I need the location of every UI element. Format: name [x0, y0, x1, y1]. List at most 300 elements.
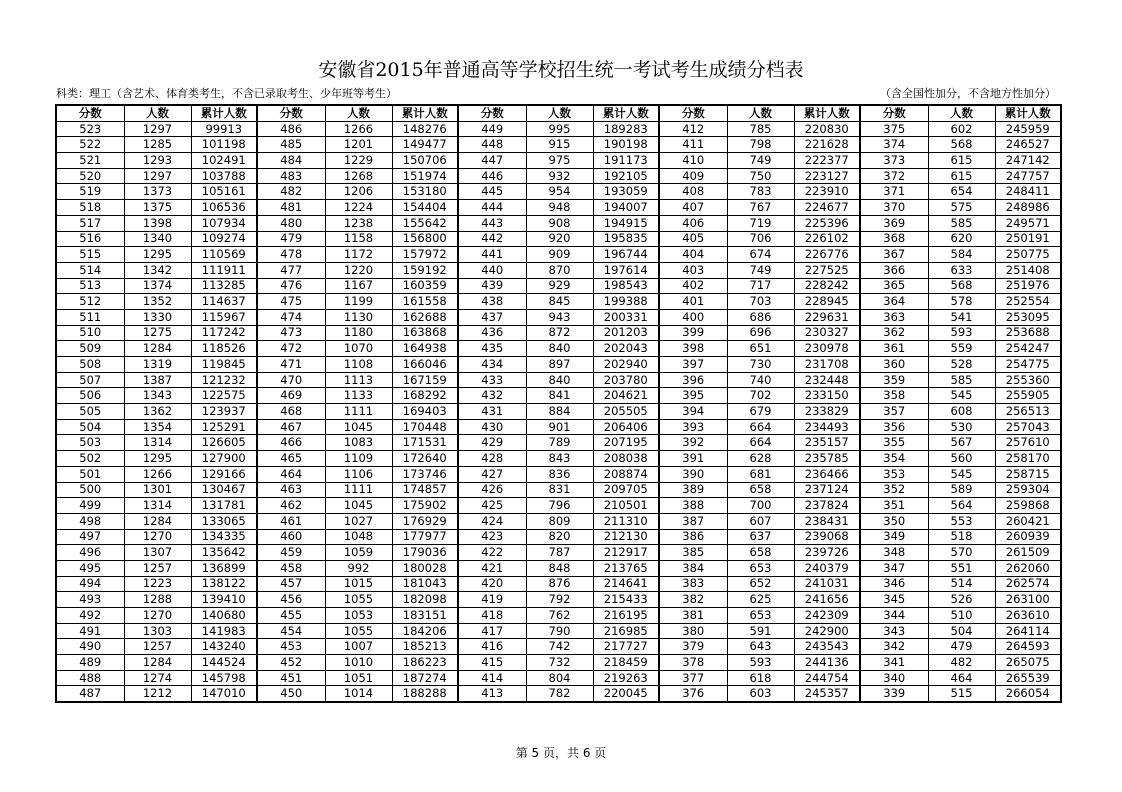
table-cell: 681 [727, 466, 794, 482]
table-cell: 391 [659, 451, 727, 467]
table-cell: 262060 [995, 560, 1061, 576]
column-header: 人数 [325, 105, 392, 121]
table-cell: 1257 [124, 560, 191, 576]
table-row [56, 608, 1061, 624]
table-cell: 247142 [995, 153, 1061, 169]
table-cell: 236466 [794, 466, 860, 482]
table-cell: 202043 [593, 341, 659, 357]
table-cell: 232448 [794, 372, 860, 388]
table-cell: 421 [458, 560, 526, 576]
table-cell: 127900 [191, 451, 257, 467]
table-cell: 1266 [124, 466, 191, 482]
table-cell: 696 [727, 325, 794, 341]
table-cell: 486 [257, 121, 325, 137]
table-cell: 466 [257, 435, 325, 451]
table-cell: 1199 [325, 294, 392, 310]
table-row [56, 372, 1061, 388]
table-cell: 489 [56, 655, 124, 671]
table-cell: 932 [526, 168, 593, 184]
table-cell: 460 [257, 529, 325, 545]
table-cell: 428 [458, 451, 526, 467]
table-cell: 455 [257, 608, 325, 624]
table-cell: 260421 [995, 513, 1061, 529]
table-cell: 133065 [191, 513, 257, 529]
table-cell: 448 [458, 137, 526, 153]
table-row [56, 262, 1061, 278]
table-cell: 114637 [191, 294, 257, 310]
table-cell: 496 [56, 545, 124, 561]
column-header: 分数 [659, 105, 727, 121]
table-cell: 263610 [995, 608, 1061, 624]
table-cell: 409 [659, 168, 727, 184]
table-cell: 1201 [325, 137, 392, 153]
table-cell: 392 [659, 435, 727, 451]
table-cell: 530 [928, 419, 995, 435]
table-cell: 575 [928, 200, 995, 216]
table-cell: 372 [860, 168, 928, 184]
table-cell: 509 [56, 341, 124, 357]
table-cell: 342 [860, 639, 928, 655]
table-cell: 467 [257, 419, 325, 435]
table-cell: 417 [458, 623, 526, 639]
table-cell: 845 [526, 294, 593, 310]
table-cell: 121232 [191, 372, 257, 388]
table-cell: 379 [659, 639, 727, 655]
table-cell: 144524 [191, 655, 257, 671]
table-cell: 446 [458, 168, 526, 184]
table-cell: 184206 [392, 623, 458, 639]
table-cell: 226102 [794, 231, 860, 247]
table-cell: 492 [56, 608, 124, 624]
table-cell: 518 [928, 529, 995, 545]
table-cell: 265075 [995, 655, 1061, 671]
table-cell: 367 [860, 247, 928, 263]
table-cell: 255360 [995, 372, 1061, 388]
table-cell: 1158 [325, 231, 392, 247]
table-cell: 658 [727, 545, 794, 561]
table-cell: 1373 [124, 184, 191, 200]
table-cell: 523 [56, 121, 124, 137]
table-cell: 1048 [325, 529, 392, 545]
table-cell: 717 [727, 278, 794, 294]
table-cell: 388 [659, 498, 727, 514]
table-cell: 490 [56, 639, 124, 655]
table-cell: 408 [659, 184, 727, 200]
table-cell: 117242 [191, 325, 257, 341]
table-cell: 954 [526, 184, 593, 200]
table-cell: 975 [526, 153, 593, 169]
table-cell: 195835 [593, 231, 659, 247]
table-cell: 222377 [794, 153, 860, 169]
table-cell: 553 [928, 513, 995, 529]
table-cell: 362 [860, 325, 928, 341]
table-cell: 1106 [325, 466, 392, 482]
table-cell: 140680 [191, 608, 257, 624]
table-cell: 796 [526, 498, 593, 514]
table-cell: 233829 [794, 404, 860, 420]
table-cell: 870 [526, 262, 593, 278]
table-cell: 170448 [392, 419, 458, 435]
table-cell: 686 [727, 309, 794, 325]
table-cell: 1059 [325, 545, 392, 561]
table-cell: 804 [526, 670, 593, 686]
table-cell: 1297 [124, 168, 191, 184]
table-cell: 393 [659, 419, 727, 435]
table-cell: 1257 [124, 639, 191, 655]
table-cell: 143240 [191, 639, 257, 655]
table-cell: 510 [928, 608, 995, 624]
table-cell: 125291 [191, 419, 257, 435]
table-cell: 1070 [325, 341, 392, 357]
table-cell: 350 [860, 513, 928, 529]
table-cell: 484 [257, 153, 325, 169]
score-distribution-table [55, 104, 1062, 703]
table-cell: 259304 [995, 482, 1061, 498]
table-header-row [56, 105, 1061, 121]
table-cell: 115967 [191, 309, 257, 325]
table-cell: 522 [56, 137, 124, 153]
table-cell: 105161 [191, 184, 257, 200]
table-cell: 843 [526, 451, 593, 467]
table-cell: 1398 [124, 215, 191, 231]
table-cell: 498 [56, 513, 124, 529]
table-cell: 107934 [191, 215, 257, 231]
table-cell: 412 [659, 121, 727, 137]
table-row [56, 482, 1061, 498]
table-cell: 1172 [325, 247, 392, 263]
table-cell: 505 [56, 404, 124, 420]
table-cell: 113285 [191, 278, 257, 294]
table-cell: 501 [56, 466, 124, 482]
table-cell: 578 [928, 294, 995, 310]
table-cell: 1288 [124, 592, 191, 608]
table-cell: 749 [727, 153, 794, 169]
table-cell: 419 [458, 592, 526, 608]
table-cell: 474 [257, 309, 325, 325]
table-cell: 909 [526, 247, 593, 263]
table-cell: 239726 [794, 545, 860, 561]
table-cell: 491 [56, 623, 124, 639]
table-cell: 258170 [995, 451, 1061, 467]
table-cell: 1268 [325, 168, 392, 184]
table-row [56, 341, 1061, 357]
column-header: 分数 [56, 105, 124, 121]
table-cell: 458 [257, 560, 325, 576]
table-cell: 1055 [325, 623, 392, 639]
table-cell: 398 [659, 341, 727, 357]
table-cell: 521 [56, 153, 124, 169]
table-cell: 196744 [593, 247, 659, 263]
table-cell: 394 [659, 404, 727, 420]
table-cell: 159192 [392, 262, 458, 278]
table-cell: 585 [928, 215, 995, 231]
table-cell: 526 [928, 592, 995, 608]
table-cell: 436 [458, 325, 526, 341]
table-cell: 189283 [593, 121, 659, 137]
table-cell: 424 [458, 513, 526, 529]
table-cell: 568 [928, 278, 995, 294]
table-cell: 1180 [325, 325, 392, 341]
table-cell: 173746 [392, 466, 458, 482]
table-cell: 456 [257, 592, 325, 608]
table-cell: 339 [860, 686, 928, 702]
table-cell: 1352 [124, 294, 191, 310]
table-row [56, 529, 1061, 545]
table-cell: 109274 [191, 231, 257, 247]
table-cell: 429 [458, 435, 526, 451]
column-header: 累计人数 [191, 105, 257, 121]
table-cell: 242900 [794, 623, 860, 639]
table-cell: 259868 [995, 498, 1061, 514]
table-cell: 1224 [325, 200, 392, 216]
table-cell: 99913 [191, 121, 257, 137]
table-cell: 1303 [124, 623, 191, 639]
table-cell: 499 [56, 498, 124, 514]
table-cell: 356 [860, 419, 928, 435]
table-cell: 430 [458, 419, 526, 435]
table-cell: 615 [928, 153, 995, 169]
table-cell: 545 [928, 388, 995, 404]
table-cell: 369 [860, 215, 928, 231]
table-cell: 476 [257, 278, 325, 294]
table-cell: 208874 [593, 466, 659, 482]
table-cell: 449 [458, 121, 526, 137]
table-cell: 357 [860, 404, 928, 420]
table-cell: 792 [526, 592, 593, 608]
table-cell: 210501 [593, 498, 659, 514]
table-cell: 520 [56, 168, 124, 184]
table-cell: 351 [860, 498, 928, 514]
table-row [56, 466, 1061, 482]
table-row [56, 670, 1061, 686]
table-cell: 452 [257, 655, 325, 671]
table-cell: 371 [860, 184, 928, 200]
table-cell: 470 [257, 372, 325, 388]
table-cell: 943 [526, 309, 593, 325]
table-cell: 732 [526, 655, 593, 671]
table-cell: 468 [257, 404, 325, 420]
table-cell: 493 [56, 592, 124, 608]
table-cell: 387 [659, 513, 727, 529]
table-cell: 1223 [124, 576, 191, 592]
table-cell: 1220 [325, 262, 392, 278]
document-title: 安徽省2015年普通高等学校招生统一考试考生成绩分档表 [318, 59, 804, 81]
table-cell: 265539 [995, 670, 1061, 686]
table-row [56, 121, 1061, 137]
table-cell: 628 [727, 451, 794, 467]
table-cell: 353 [860, 466, 928, 482]
table-cell: 180028 [392, 560, 458, 576]
table-cell: 261509 [995, 545, 1061, 561]
table-cell: 225396 [794, 215, 860, 231]
table-cell: 608 [928, 404, 995, 420]
table-cell: 1045 [325, 419, 392, 435]
table-row [56, 623, 1061, 639]
table-cell: 227525 [794, 262, 860, 278]
table-cell: 564 [928, 498, 995, 514]
table-cell: 848 [526, 560, 593, 576]
table-row [56, 545, 1061, 561]
table-cell: 508 [56, 357, 124, 373]
table-cell: 1314 [124, 498, 191, 514]
table-cell: 426 [458, 482, 526, 498]
table-cell: 254775 [995, 357, 1061, 373]
table-cell: 459 [257, 545, 325, 561]
table-cell: 831 [526, 482, 593, 498]
table-cell: 233150 [794, 388, 860, 404]
table-cell: 237124 [794, 482, 860, 498]
table-row [56, 325, 1061, 341]
table-cell: 110569 [191, 247, 257, 263]
table-cell: 161558 [392, 294, 458, 310]
table-cell: 643 [727, 639, 794, 655]
table-cell: 439 [458, 278, 526, 294]
table-cell: 382 [659, 592, 727, 608]
table-cell: 399 [659, 325, 727, 341]
table-cell: 241031 [794, 576, 860, 592]
table-cell: 415 [458, 655, 526, 671]
table-cell: 1293 [124, 153, 191, 169]
page-number: 第 5 页，共 6 页 [515, 746, 607, 760]
table-cell: 348 [860, 545, 928, 561]
table-cell: 1167 [325, 278, 392, 294]
table-cell: 915 [526, 137, 593, 153]
table-cell: 141983 [191, 623, 257, 639]
table-cell: 674 [727, 247, 794, 263]
table-cell: 375 [860, 121, 928, 137]
table-cell: 247757 [995, 168, 1061, 184]
table-cell: 487 [56, 686, 124, 702]
table-cell: 653 [727, 608, 794, 624]
table-cell: 1319 [124, 357, 191, 373]
table-cell: 360 [860, 357, 928, 373]
table-cell: 762 [526, 608, 593, 624]
table-cell: 1270 [124, 529, 191, 545]
table-cell: 435 [458, 341, 526, 357]
table-cell: 518 [56, 200, 124, 216]
table-cell: 454 [257, 623, 325, 639]
table-row [56, 388, 1061, 404]
table-cell: 244136 [794, 655, 860, 671]
table-cell: 1340 [124, 231, 191, 247]
table-cell: 266054 [995, 686, 1061, 702]
table-cell: 194915 [593, 215, 659, 231]
table-cell: 414 [458, 670, 526, 686]
table-cell: 221628 [794, 137, 860, 153]
table-cell: 995 [526, 121, 593, 137]
table-cell: 384 [659, 560, 727, 576]
table-cell: 377 [659, 670, 727, 686]
table-cell: 618 [727, 670, 794, 686]
table-cell: 519 [56, 184, 124, 200]
table-cell: 228242 [794, 278, 860, 294]
table-cell: 167159 [392, 372, 458, 388]
table-cell: 237824 [794, 498, 860, 514]
table-cell: 479 [928, 639, 995, 655]
table-cell: 135642 [191, 545, 257, 561]
table-cell: 551 [928, 560, 995, 576]
table-cell: 154404 [392, 200, 458, 216]
table-cell: 401 [659, 294, 727, 310]
table-cell: 1108 [325, 357, 392, 373]
table-cell: 1343 [124, 388, 191, 404]
table-cell: 257043 [995, 419, 1061, 435]
table-cell: 134335 [191, 529, 257, 545]
table-row [56, 200, 1061, 216]
table-cell: 1301 [124, 482, 191, 498]
table-cell: 182098 [392, 592, 458, 608]
table-cell: 243543 [794, 639, 860, 655]
table-cell: 263100 [995, 592, 1061, 608]
table-cell: 515 [928, 686, 995, 702]
table-cell: 234493 [794, 419, 860, 435]
table-cell: 181043 [392, 576, 458, 592]
table-cell: 168292 [392, 388, 458, 404]
table-cell: 215433 [593, 592, 659, 608]
table-cell: 451 [257, 670, 325, 686]
table-cell: 198543 [593, 278, 659, 294]
table-cell: 1238 [325, 215, 392, 231]
table-cell: 102491 [191, 153, 257, 169]
table-cell: 229631 [794, 309, 860, 325]
table-cell: 404 [659, 247, 727, 263]
table-row [56, 498, 1061, 514]
table-cell: 364 [860, 294, 928, 310]
column-header: 累计人数 [392, 105, 458, 121]
table-cell: 149477 [392, 137, 458, 153]
table-cell: 742 [526, 639, 593, 655]
table-cell: 637 [727, 529, 794, 545]
table-cell: 504 [928, 623, 995, 639]
table-cell: 264114 [995, 623, 1061, 639]
table-cell: 172640 [392, 451, 458, 467]
table-cell: 352 [860, 482, 928, 498]
table-cell: 343 [860, 623, 928, 639]
table-cell: 585 [928, 372, 995, 388]
table-cell: 378 [659, 655, 727, 671]
table-cell: 344 [860, 608, 928, 624]
table-cell: 370 [860, 200, 928, 216]
table-cell: 230327 [794, 325, 860, 341]
table-cell: 1375 [124, 200, 191, 216]
table-cell: 219263 [593, 670, 659, 686]
table-cell: 515 [56, 247, 124, 263]
table-cell: 443 [458, 215, 526, 231]
table-cell: 664 [727, 435, 794, 451]
table-cell: 465 [257, 451, 325, 467]
table-cell: 216195 [593, 608, 659, 624]
table-cell: 1314 [124, 435, 191, 451]
table-cell: 512 [56, 294, 124, 310]
table-cell: 567 [928, 435, 995, 451]
table-cell: 103788 [191, 168, 257, 184]
table-cell: 262574 [995, 576, 1061, 592]
table-cell: 205505 [593, 404, 659, 420]
table-cell: 513 [56, 278, 124, 294]
table-cell: 514 [928, 576, 995, 592]
table-cell: 511 [56, 309, 124, 325]
table-cell: 374 [860, 137, 928, 153]
table-cell: 160359 [392, 278, 458, 294]
table-cell: 783 [727, 184, 794, 200]
table-cell: 706 [727, 231, 794, 247]
table-cell: 507 [56, 372, 124, 388]
table-cell: 651 [727, 341, 794, 357]
table-cell: 453 [257, 639, 325, 655]
table-cell: 483 [257, 168, 325, 184]
table-cell: 444 [458, 200, 526, 216]
table-cell: 349 [860, 529, 928, 545]
